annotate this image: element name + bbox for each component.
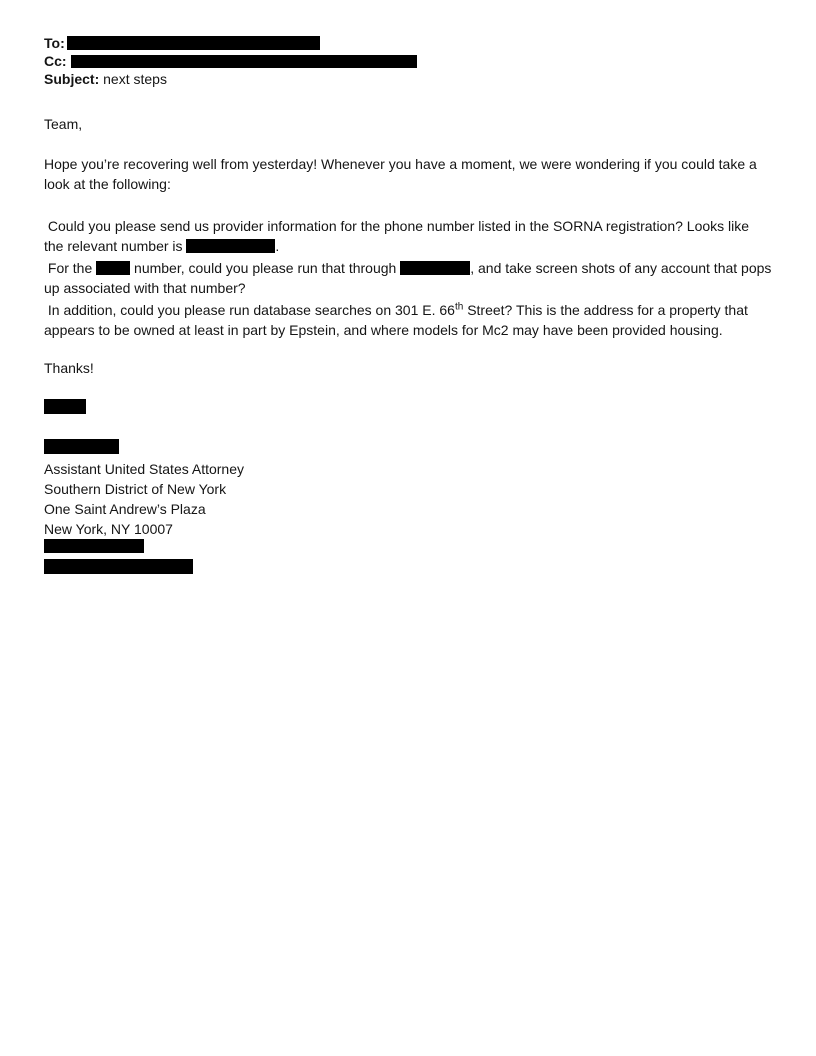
phone-number-redaction-bar — [186, 239, 275, 253]
signature-redaction-row-2 — [44, 559, 772, 579]
request-account-text-3: , and take screen shots of any account that pops up associated with that number? — [44, 260, 776, 296]
signature-office: Southern District of New York — [44, 481, 227, 497]
ordinal-superscript: th — [454, 301, 464, 313]
email-to-row — [44, 34, 772, 52]
request-phone-text-2: . — [275, 238, 280, 254]
signature-title: Assistant United States Attorney — [44, 461, 244, 477]
to-label: To: — [44, 35, 65, 51]
signature-address-2: New York, NY 10007 — [44, 521, 173, 537]
to-redaction-bar — [67, 36, 320, 50]
signature-block — [44, 439, 772, 579]
request-account-text-1: For the — [44, 260, 97, 276]
email-subject-row — [44, 70, 772, 88]
signature-redaction-row-1 — [44, 539, 772, 559]
request-account-paragraph — [44, 258, 776, 298]
request-address-text-1: In addition, could you please run database searches on 301 E. 66 — [44, 302, 455, 318]
number-type-redaction-bar — [96, 261, 130, 275]
signature-name-row — [44, 439, 772, 459]
cc-redaction-bar — [71, 55, 417, 68]
email-cc-row — [44, 52, 772, 70]
signature-name-redaction-bar — [44, 439, 119, 454]
request-phone-text-1: Could you please send us provider information for the phone number listed in the SORNA registration? Looks like the relevant number is — [44, 218, 753, 254]
intro-paragraph: Hope you’re recovering well from yesterday! Whenever you have a moment, we were wondering if you could take a look at the following: — [44, 156, 757, 192]
signature-redaction-bar-2 — [44, 559, 193, 574]
closing-text: Thanks! — [44, 360, 94, 376]
service-name-redaction-bar — [400, 261, 470, 275]
greeting-text: Team, — [44, 116, 83, 132]
request-account-text-2: number, could you please run that through — [130, 260, 401, 276]
request-address-paragraph — [44, 300, 772, 340]
cc-label: Cc: — [44, 53, 67, 69]
signature-address-1: One Saint Andrew’s Plaza — [44, 501, 206, 517]
signature-redaction-bar-1 — [44, 539, 144, 553]
request-address-text-2: Street? This is the address for a property that appears to be owned at least in part by Epstein, and where models for Mc2 may have been provided housing. — [44, 302, 752, 338]
request-list — [44, 216, 776, 340]
request-phone-paragraph — [44, 216, 772, 256]
subject-value: next steps — [99, 71, 167, 87]
sender-name-row — [44, 399, 772, 419]
subject-label: Subject: — [44, 71, 100, 87]
email-header — [44, 34, 772, 88]
sender-name-redaction-bar — [44, 399, 86, 414]
